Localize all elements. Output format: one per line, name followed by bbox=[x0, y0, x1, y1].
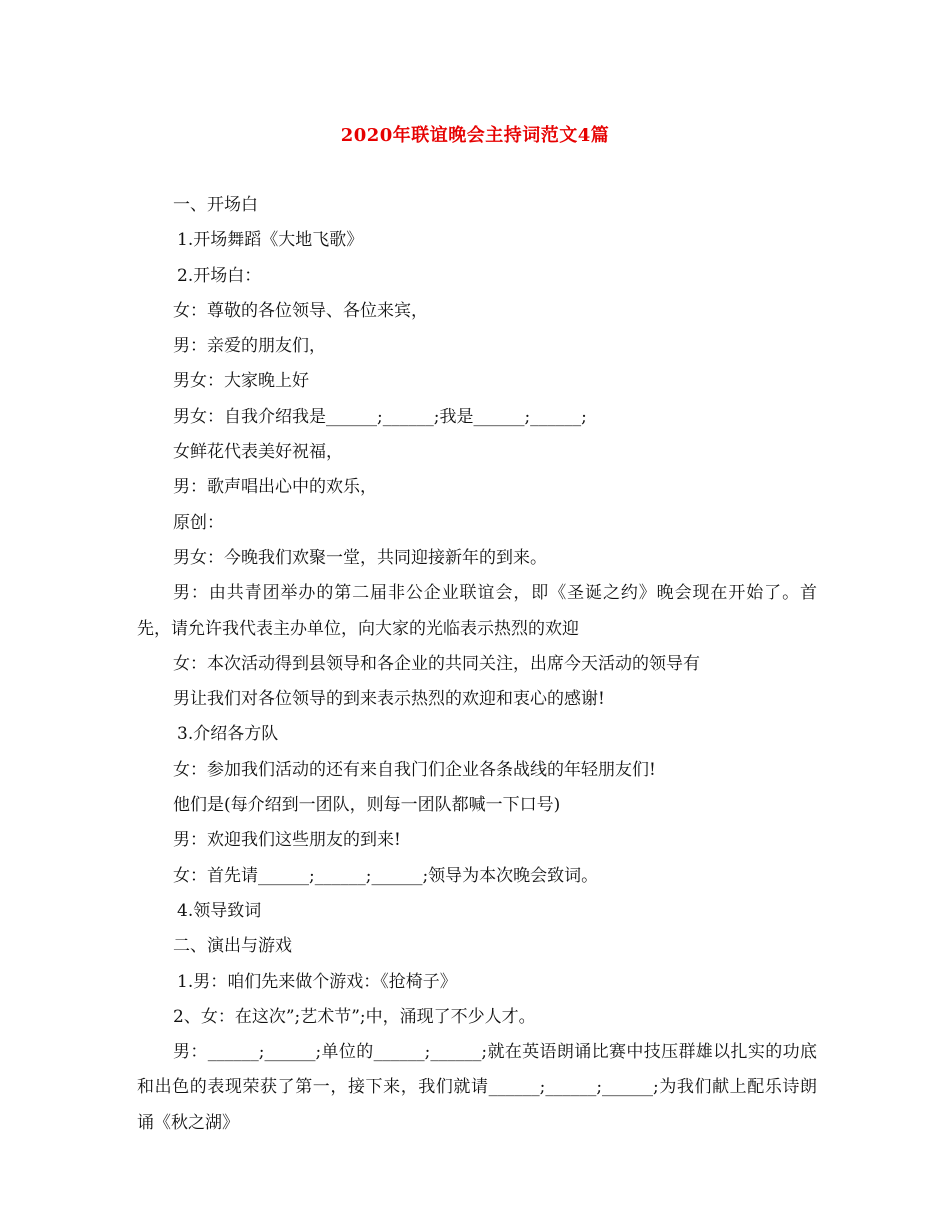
script-line: 女：参加我们活动的还有来自我门们企业各条战线的年轻朋友们! bbox=[173, 759, 656, 780]
numbered-item: 2.开场白： bbox=[177, 265, 262, 286]
script-line: 男女：今晚我们欢聚一堂，共同迎接新年的到来。 bbox=[173, 547, 547, 568]
script-line: 男让我们对各位领导的到来表示热烈的欢迎和衷心的感谢! bbox=[173, 689, 605, 710]
script-line: 男：歌声唱出心中的欢乐， bbox=[173, 477, 377, 498]
script-line: 女：首先请______;______;______;领导为本次晚会致词。 bbox=[173, 865, 599, 886]
numbered-item: 3.介绍各方队 bbox=[177, 724, 279, 745]
numbered-item: 4.领导致词 bbox=[177, 900, 262, 921]
script-line: 女鲜花代表美好祝福， bbox=[173, 442, 343, 463]
script-line: 女：本次活动得到县领导和各企业的共同关注，出席今天活动的领导有 bbox=[173, 653, 700, 674]
numbered-item: 1.开场舞蹈《大地飞歌》 bbox=[177, 230, 364, 251]
script-line: 女：尊敬的各位领导、各位来宾， bbox=[173, 300, 428, 321]
document-title: 2020年联谊晚会主持词范文4篇 bbox=[340, 125, 610, 146]
section-heading: 二、演出与游戏 bbox=[173, 936, 292, 957]
script-line: 2、女：在这次”;艺术节”;中，涌现了不少人才。 bbox=[173, 1006, 536, 1027]
script-line: 男女：自我介绍我是______;______;我是______;______; bbox=[173, 406, 587, 427]
script-line: 原创： bbox=[173, 512, 224, 533]
numbered-item: 1.男：咱们先来做个游戏：《抢椅子》 bbox=[177, 971, 457, 992]
script-line: 他们是(每介绍到一团队，则每一团队都喊一下口号) bbox=[173, 795, 561, 816]
section-heading: 一、开场白 bbox=[173, 195, 258, 215]
document-body bbox=[137, 188, 817, 1141]
script-paragraph: 男：______;______;单位的______;______;就在英语朗诵比赛中技压群雄以扎实的功底和出色的表现荣获了第一，接下来，我们就请______;______;______;为我们献上配乐诗朗诵《秋之湖》 bbox=[137, 1042, 817, 1133]
script-line: 男女：大家晚上好 bbox=[173, 371, 309, 392]
script-line: 男：亲爱的朋友们， bbox=[173, 336, 326, 357]
script-paragraph: 男：由共青团举办的第二届非公企业联谊会，即《圣诞之约》晚会现在开始了。首先，请允许我代表主办单位，向大家的光临表示热烈的欢迎 bbox=[137, 583, 817, 639]
script-line: 男：欢迎我们这些朋友的到来! bbox=[173, 830, 401, 851]
